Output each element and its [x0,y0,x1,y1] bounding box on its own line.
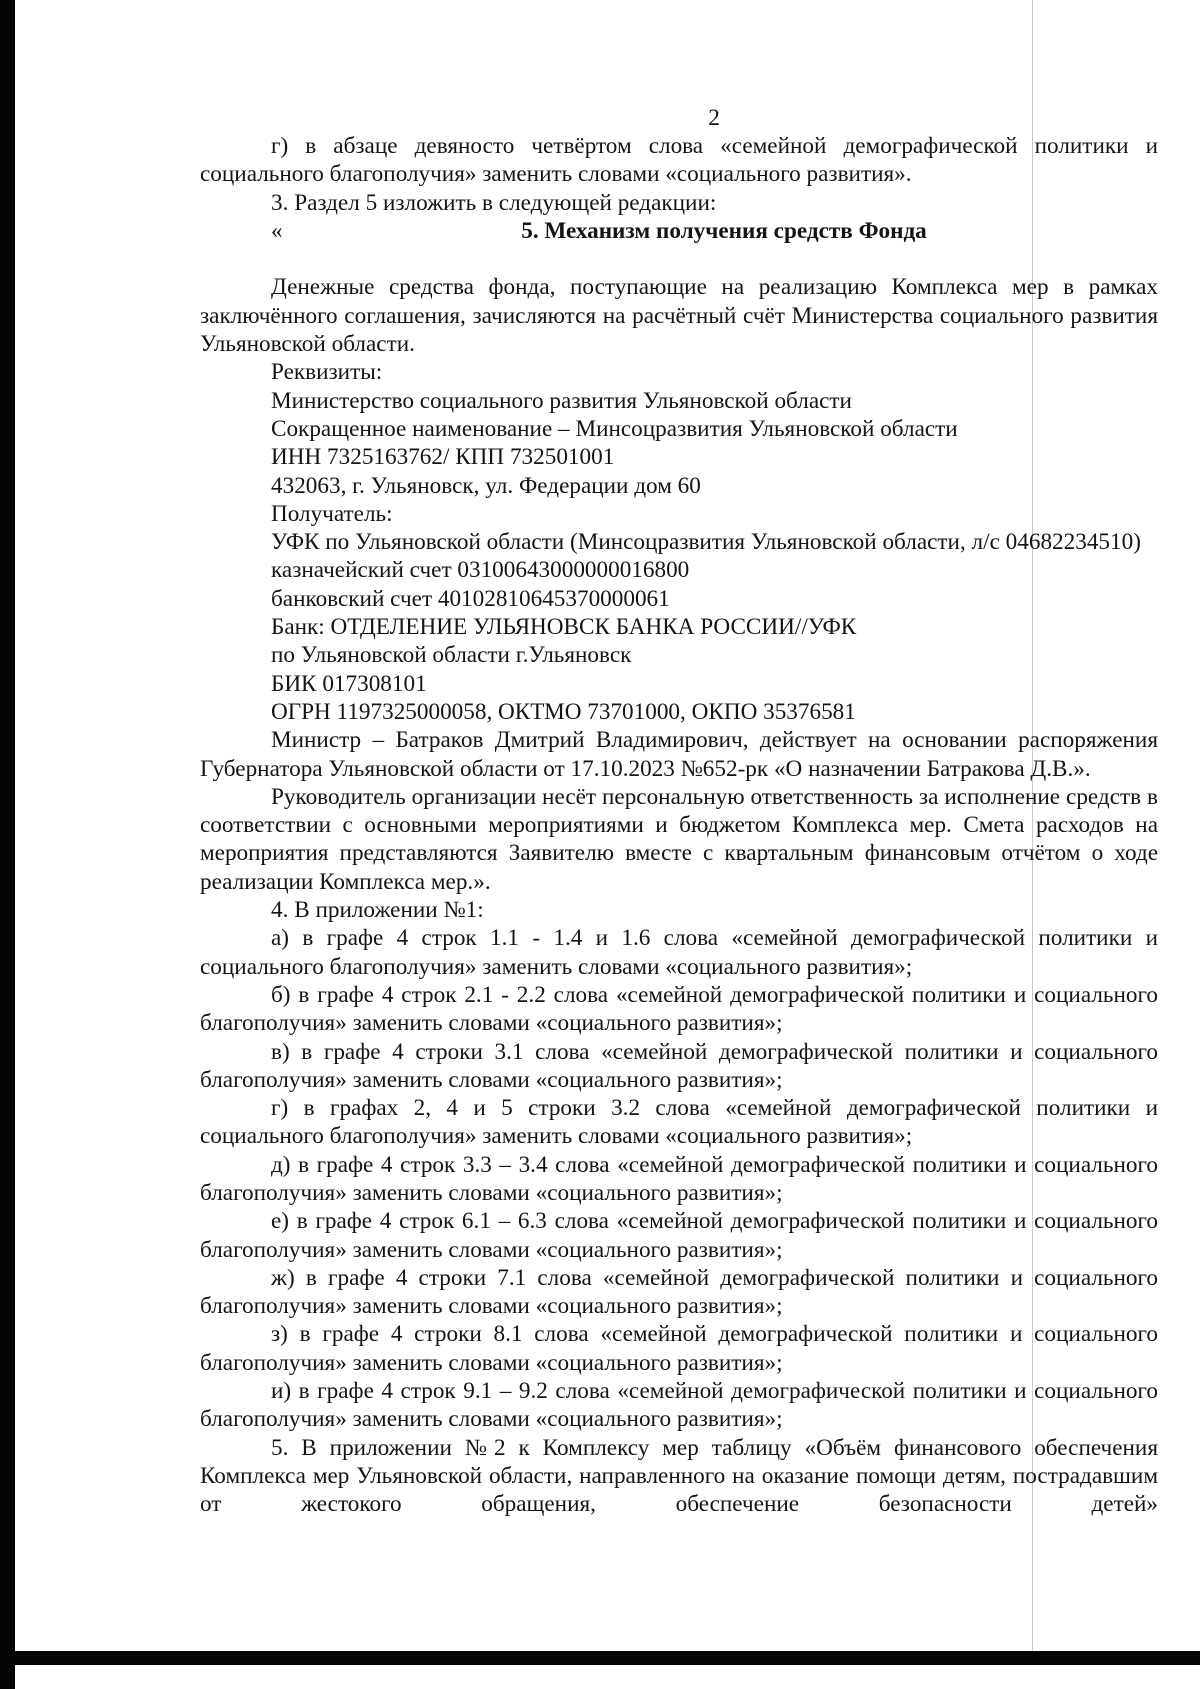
short-name: Сокращенное наименование – Минсоцразвития Ульяновской области [271,415,958,442]
subitem-d: д) в графе 4 строк 3.3 – 3.4 слова «семейной демографической политики и социального благополучия» заменить словами «социального развития»; [200,1151,1158,1206]
ogrn: ОГРН 1197325000058, ОКТМО 73701000, ОКПО 35376581 [271,698,856,725]
opening-quote: « [271,217,283,244]
subitem-e: е) в графе 4 строк 6.1 – 6.3 слова «семейной демографической политики и социального благополучия» заменить словами «социального развития»; [200,1208,1158,1263]
subitem-i: и) в графе 4 строк 9.1 – 9.2 слова «семейной демографической политики и социального благополучия» заменить словами «социального развития»; [200,1378,1158,1433]
scan-edge-left [0,0,15,1689]
ministry-name: Министерство социального развития Ульяновской области [271,387,852,414]
section-heading [200,217,1158,245]
bank-line-1: Банк: ОТДЕЛЕНИЕ УЛЬЯНОВСК БАНКА РОССИИ//УФК [271,614,857,641]
bank-account: банковский счет 40102810645370000061 [271,585,670,612]
subitem-z: з) в графе 4 строки 8.1 слова «семейной демографической политики и социального благополучия» заменить словами «социального развития»; [200,1321,1158,1376]
requisites-label: Реквизиты: [271,359,383,386]
blank-line [200,245,1158,273]
address: 432063, г. Ульяновск, ул. Федерации дом 60 [271,472,701,499]
subitem-a: а) в графе 4 строк 1.1 - 1.4 и 1.6 слова «семейной демографической политики и социального благополучия» заменить словами «социального развития»; [200,925,1158,980]
bank-line-2: по Ульяновской области г.Ульяновск [271,642,632,669]
funds-paragraph: Денежные средства фонда, поступающие на реализацию Комплекса мер в рамках заключённого соглашения, зачисляются на расчётный счёт Министерства социального развития Ульяновской области. [200,274,1158,358]
treasury-account: казначейский счет 03100643000000016800 [271,557,690,584]
subitem-g: г) в графах 2, 4 и 5 строки 3.2 слова «семейной демографической политики и социального благополучия» заменить словами «социального развития»; [200,1095,1158,1150]
document-page [200,104,1158,1519]
page-number: 2 [708,105,720,131]
subitem-zh: ж) в графе 4 строки 7.1 слова «семейной демографической политики и социального благополучия» заменить словами «социального развития»; [200,1264,1158,1320]
bik: БИК 017308101 [271,670,427,697]
recipient-label: Получатель: [271,500,393,527]
inn-kpp: ИНН 7325163762/ КПП 732501001 [271,444,615,471]
scan-edge-bottom [0,1651,1200,1665]
responsibility-paragraph: Руководитель организации несёт персональную ответственность за исполнение средств в соответствии с основными мероприятиями и бюджетом Комплекса мер. Смета расходов на мероприятия представляются Заявителю вместе с квартальным финансовым отчётом о ходе реализации Комплекса мер.». [200,783,1158,895]
section-title: 5. Механизм получения средств Фонда [521,217,927,244]
paragraph-g-previous: г) в абзаце девяносто четвёртом слова «семейной демографической политики и социального благополучия» заменить словами «социального развития». [200,133,1158,188]
minister-paragraph: Министр – Батраков Дмитрий Владимирович, действует на основании распоряжения Губернатора Ульяновской области от 17.10.2023 №652-рк «О назначении Батракова Д.В.». [200,727,1158,782]
recipient: УФК по Ульяновской области (Минсоцразвития Ульяновской области, л/с 04682234510) [271,529,1141,556]
item-4: 4. В приложении №1: [271,897,484,924]
item-3: 3. Раздел 5 изложить в следующей редакции: [271,189,717,216]
item-5: 5. В приложении №2 к Комплексу мер таблицу «Объём финансового обеспечения Комплекса мер Ульяновской области, направленного на оказание помощи детям, пострадавшим от жестокого обращения, обеспечение безопасности детей» [200,1434,1158,1518]
subitem-b: б) в графе 4 строк 2.1 - 2.2 слова «семейной демографической политики и социального благополучия» заменить словами «социального развития»; [200,981,1158,1037]
subitem-v: в) в графе 4 строки 3.1 слова «семейной демографической политики и социального благополучия» заменить словами «социального развития»; [200,1038,1158,1093]
